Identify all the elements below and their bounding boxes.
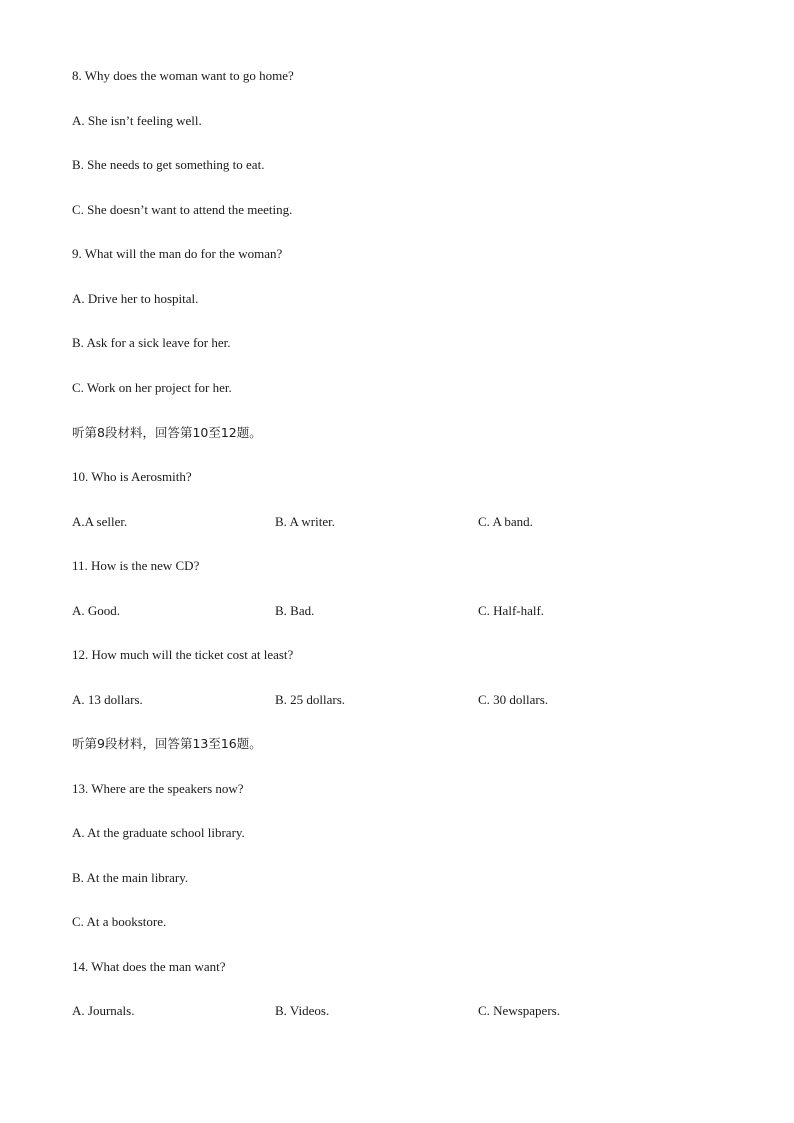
question-11: 11. How is the new CD? — [72, 558, 200, 573]
section-8-instruction: 听第8段材料，回答第10至12题。 — [72, 425, 262, 440]
question-10: 10. Who is Aerosmith? — [72, 469, 192, 484]
question-14: 14. What does the man want? — [72, 959, 226, 974]
question-12: 12. How much will the ticket cost at least? — [72, 647, 294, 662]
section-9-instruction: 听第9段材料，回答第13至16题。 — [72, 736, 262, 751]
question-13: 13. Where are the speakers now? — [72, 781, 244, 796]
question-12-option-a: A. 13 dollars. — [72, 692, 143, 707]
question-9-option-a: A. Drive her to hospital. — [72, 291, 199, 306]
question-14-option-c: C. Newspapers. — [478, 1003, 560, 1018]
question-10-option-a: A.A seller. — [72, 514, 128, 529]
question-8-option-a: A. She isn’t feeling well. — [72, 113, 202, 128]
question-10-option-b: B. A writer. — [275, 514, 335, 529]
question-13-option-b: B. At the main library. — [72, 870, 189, 885]
question-9-option-c: C. Work on her project for her. — [72, 380, 232, 395]
question-9-option-b: B. Ask for a sick leave for her. — [72, 335, 231, 350]
question-11-option-c: C. Half-half. — [478, 603, 545, 618]
question-8: 8. Why does the woman want to go home? — [72, 68, 294, 83]
question-13-option-a: A. At the graduate school library. — [72, 825, 245, 840]
question-13-option-c: C. At a bookstore. — [72, 914, 167, 929]
question-11-option-a: A. Good. — [72, 603, 121, 618]
question-12-option-c: C. 30 dollars. — [478, 692, 549, 707]
question-14-option-a: A. Journals. — [72, 1003, 135, 1018]
question-9: 9. What will the man do for the woman? — [72, 246, 283, 261]
question-12-option-b: B. 25 dollars. — [275, 692, 346, 707]
question-11-option-b: B. Bad. — [275, 603, 315, 618]
question-10-option-c: C. A band. — [478, 514, 533, 529]
question-8-option-b: B. She needs to get something to eat. — [72, 157, 265, 172]
question-14-option-b: B. Videos. — [275, 1003, 330, 1018]
question-8-option-c: C. She doesn’t want to attend the meeting. — [72, 202, 293, 217]
